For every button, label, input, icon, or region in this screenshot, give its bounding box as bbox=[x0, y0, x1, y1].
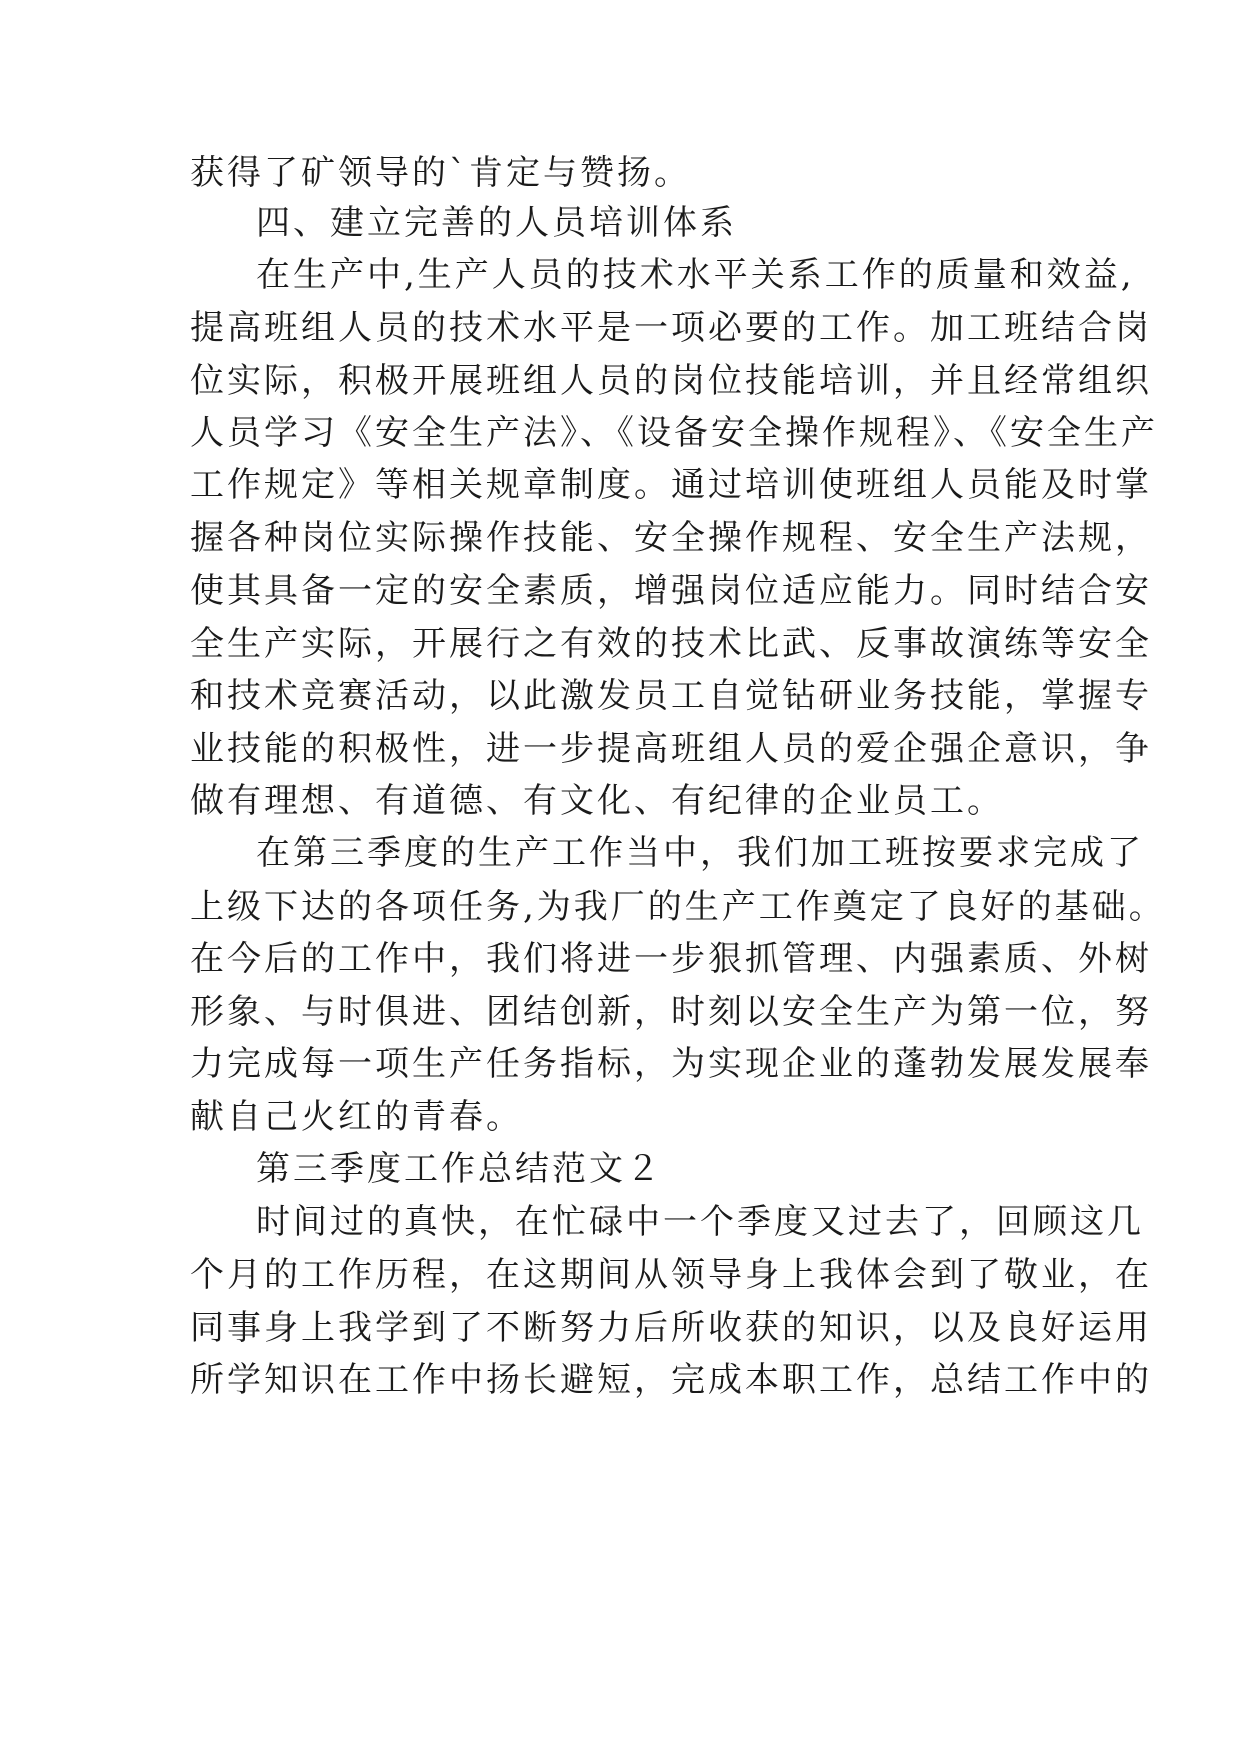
text-line: 人员学习《安全生产法》、《设备安全操作规程》、《安全生产 bbox=[190, 413, 1158, 453]
text-line: 工作规定》等相关规章制度。通过培训使班组人员能及时掌 bbox=[190, 465, 1152, 505]
text-line: 业技能的积极性，进一步提高班组人员的爱企强企意识，争 bbox=[190, 729, 1152, 769]
text-line: 在第三季度的生产工作当中，我们加工班按要求完成了 bbox=[256, 833, 1144, 873]
text-line: 做有理想、有道德、有文化、有纪律的企业员工。 bbox=[190, 781, 1004, 821]
text-line: 同事身上我学到了不断努力后所收获的知识，以及良好运用 bbox=[190, 1308, 1152, 1348]
text-line: 力完成每一项生产任务指标，为实现企业的蓬勃发展发展奉 bbox=[190, 1044, 1152, 1084]
text-line: 时间过的真快，在忙碌中一个季度又过去了，回顾这几 bbox=[256, 1202, 1144, 1242]
text-line: 获得了矿领导的`肯定与赞扬。 bbox=[190, 153, 691, 193]
section-heading: 四、建立完善的人员培训体系 bbox=[256, 203, 737, 243]
text-line: 形象、与时俱进、团结创新，时刻以安全生产为第一位，努 bbox=[190, 992, 1152, 1032]
text-line: 握各种岗位实际操作技能、安全操作规程、安全生产法规， bbox=[190, 518, 1152, 558]
text-line: 位实际，积极开展班组人员的岗位技能培训，并且经常组织 bbox=[190, 361, 1152, 401]
text-line: 所学知识在工作中扬长避短，完成本职工作，总结工作中的 bbox=[190, 1360, 1152, 1400]
text-line: 在今后的工作中，我们将进一步狠抓管理、内强素质、外树 bbox=[190, 939, 1152, 979]
text-line: 全生产实际，开展行之有效的技术比武、反事故演练等安全 bbox=[190, 624, 1152, 664]
text-line: 和技术竞赛活动，以此激发员工自觉钻研业务技能，掌握专 bbox=[190, 676, 1152, 716]
text-line: 在生产中,生产人员的技术水平关系工作的质量和效益, bbox=[256, 255, 1135, 295]
section-heading: 第三季度工作总结范文２ bbox=[256, 1149, 663, 1189]
text-line: 使其具备一定的安全素质，增强岗位适应能力。同时结合安 bbox=[190, 571, 1152, 611]
text-line: 献自己火红的青春。 bbox=[190, 1097, 523, 1137]
text-line: 个月的工作历程，在这期间从领导身上我体会到了敬业，在 bbox=[190, 1255, 1152, 1295]
text-line: 上级下达的各项任务,为我厂的生产工作奠定了良好的基础。 bbox=[190, 887, 1166, 927]
text-line: 提高班组人员的技术水平是一项必要的工作。加工班结合岗 bbox=[190, 308, 1152, 348]
